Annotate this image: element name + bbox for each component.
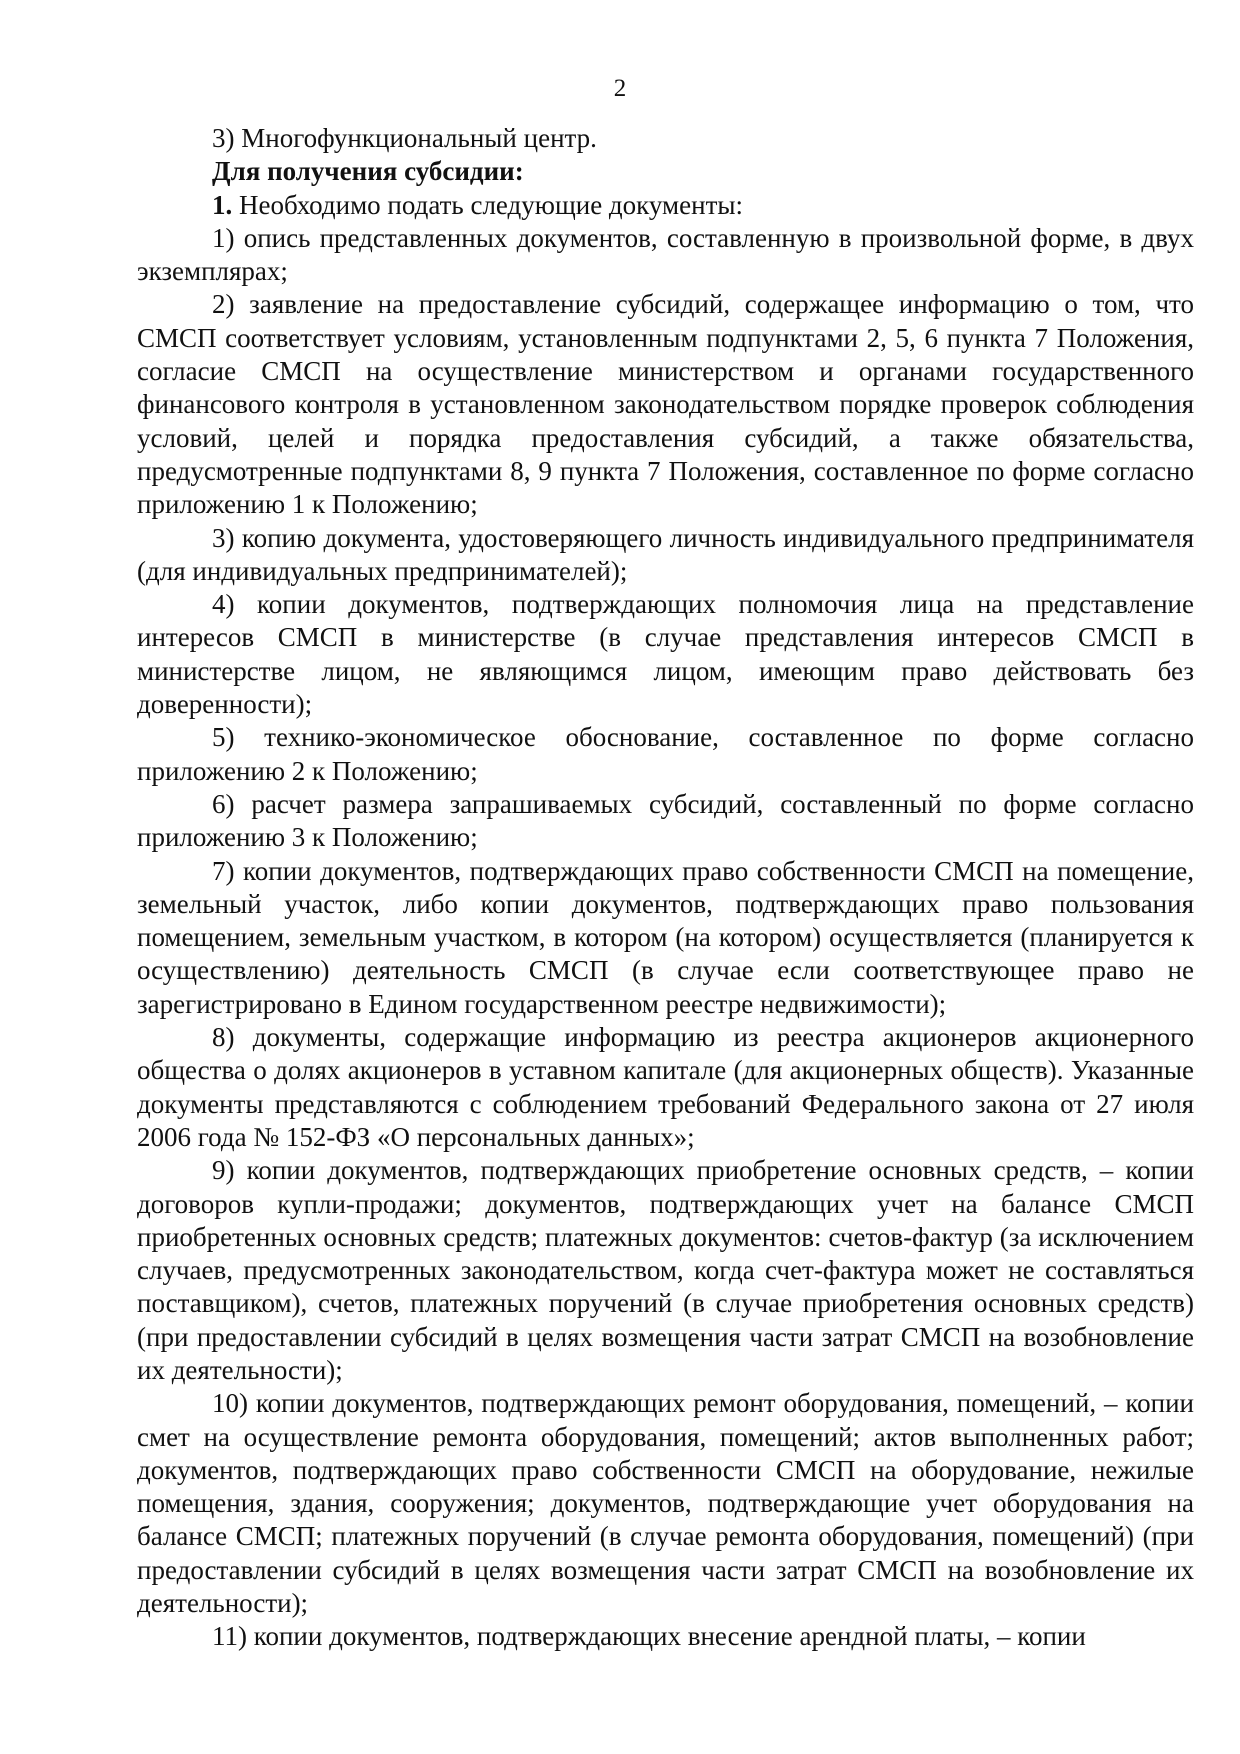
paragraph: 1. Необходимо подать следующие документы: [212, 189, 744, 220]
list-item: 7) копии документов, подтверждающих право собственности СМСП на помещение, земельный участок, либо копии документов, подтверждающих право пользования помещением, земельным участком, в котором (на котором) осуществляется (планируется к осуществлению) деятельность СМСП (в случае если соответствующее право не зарегистрировано в Едином государственном реестре недвижимости); [137, 855, 1194, 1019]
list-item: 1) опись представленных документов, составленную в произвольной форме, в двух экземплярах; [137, 222, 1194, 287]
page-number: 2 [613, 75, 627, 102]
list-item: 3) копию документа, удостоверяющего личность индивидуального предпринимателя (для индивидуальных предпринимателей); [137, 522, 1194, 586]
paragraph: 3) Многофункциональный центр. [212, 123, 597, 153]
document-body [137, 122, 1194, 1654]
list-item: 11) копии документов, подтверждающих внесение арендной платы, – копии [212, 1621, 1086, 1652]
paragraph-heading: Для получения субсидии: [212, 156, 524, 187]
list-item: 8) документы, содержащие информацию из реестра акционеров акционерного общества о долях акционеров в уставном капитале (для акционерных обществ). Указанные документы представляются с соблюдением требований Федерального закона от 27 июля 2006 года № 152-ФЗ «О персональных данных»; [137, 1022, 1194, 1152]
list-item: 10) копии документов, подтверждающих ремонт оборудования, помещений, – копии смет на осуществление ремонта оборудования, помещений; актов выполненных работ; документов, подтверждающих право собственности СМСП на оборудование, нежилые помещения, здания, сооружения; документов, подтверждающие учет оборудования на балансе СМСП; платежных поручений (в случае ремонта оборудования, помещений) (при предоставлении субсидий в целях возмещения части затрат СМСП на возобновление их деятельности); [137, 1388, 1194, 1619]
list-item: 6) расчет размера запрашиваемых субсидий, составленный по форме согласно приложению 3 к Положению; [137, 788, 1194, 853]
list-item: 4) копии документов, подтверждающих полномочия лица на представление интересов СМСП в министерстве (в случае представления интересов СМСП в министерстве лицом, не являющимся лицом, имеющим право действовать без доверенности); [137, 589, 1194, 720]
list-item: 9) копии документов, подтверждающих приобретение основных средств, – копии договоров купли-продажи; документов, подтверждающих учет на балансе СМСП приобретенных основных средств; платежных документов: счетов-фактур (за исключением случаев, предусмотренных законодательством, когда счет-фактура может не составляться поставщиком), счетов, платежных поручений (в случае приобретения основных средств) (при предоставлении субсидий в целях возмещения части затрат СМСП на возобновление их деятельности); [137, 1155, 1194, 1385]
list-item: 2) заявление на предоставление субсидий, содержащее информацию о том, что СМСП соответствует условиям, установленным подпунктами 2, 5, 6 пункта 7 Положения, согласие СМСП на осуществление министерством и органами государственного финансового контроля в установленном законодательством порядке проверок соблюдения условий, целей и порядка предоставления субсидий, а также обязательства, предусмотренные подпунктами 8, 9 пункта 7 Положения, составленное по форме согласно приложению 1 к Положению; [137, 289, 1194, 520]
list-item: 5) технико-экономическое обоснование, составленное по форме согласно приложению 2 к Положению; [137, 722, 1194, 786]
